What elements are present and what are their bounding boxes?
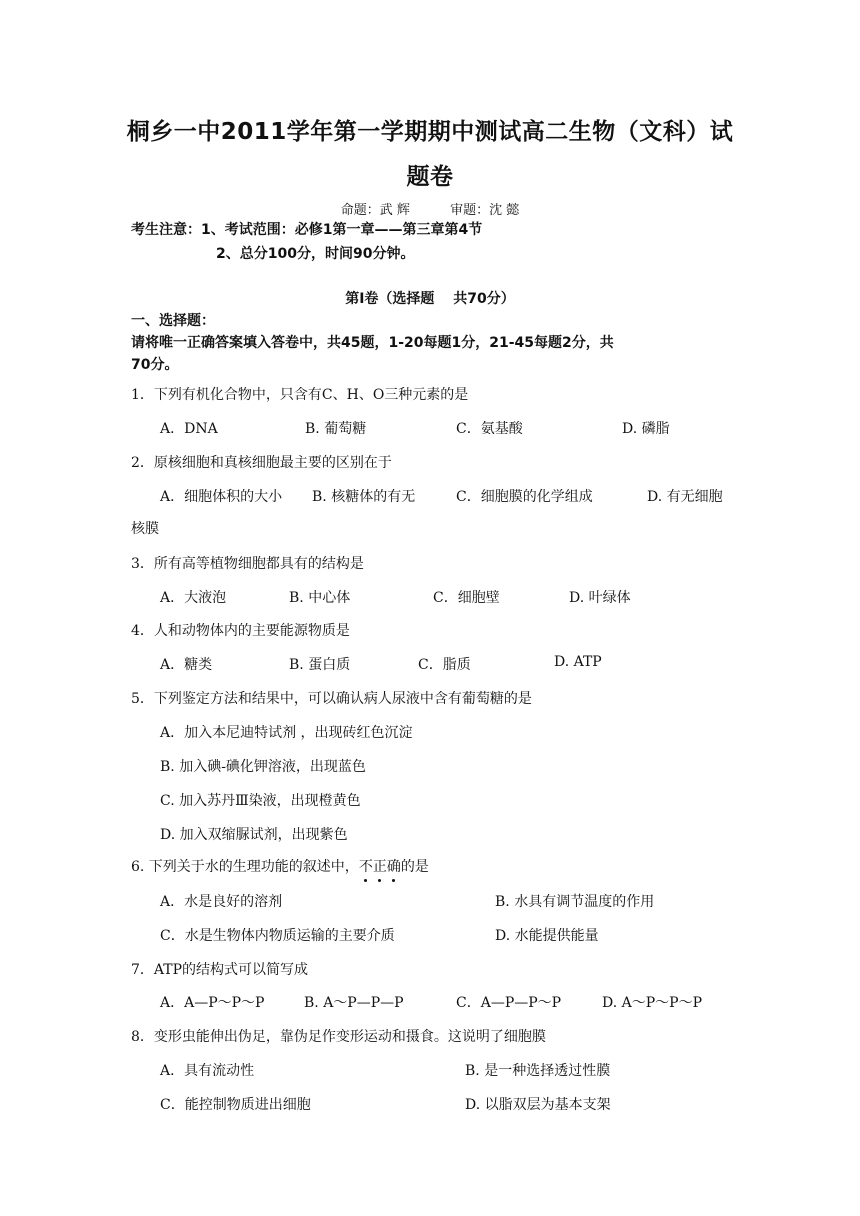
question-2-option-d: D. 有无细胞: [647, 489, 723, 505]
question-4-option-a: A．糖类: [160, 657, 213, 673]
question-1-option-a: A．DNA: [160, 421, 218, 437]
question-7-option-c: C．A—P—P～P: [456, 995, 562, 1011]
question-1-option-c: C．氨基酸: [456, 421, 523, 437]
question-4-stem: 4．人和动物体内的主要能源物质是: [131, 623, 350, 639]
question-8-option-c: C．能控制物质进出细胞: [160, 1097, 311, 1113]
question-2-stem: 2．原核细胞和真核细胞最主要的区别在于: [131, 455, 392, 471]
question-7-option-b: B. A～P—P—P: [304, 995, 404, 1011]
question-5-option-d: D. 加入双缩脲试剂，出现紫色: [160, 827, 348, 843]
question-3-stem: 3．所有高等植物细胞都具有的结构是: [131, 556, 364, 572]
question-4-option-d: D. ATP: [554, 654, 602, 670]
question-3-option-c: C．细胞壁: [433, 590, 500, 606]
question-3-option-d: D. 叶绿体: [569, 590, 631, 606]
question-7-stem: 7．ATP的结构式可以简写成: [131, 962, 309, 978]
reviewer: 审题：沈 懿: [450, 203, 520, 218]
question-6-stem-before: 6. 下列关于水的生理功能的叙述中，: [131, 859, 359, 875]
emphasis-char: 确: [387, 856, 401, 876]
question-5-option-a: A．加入本尼迪特试剂 ，出现砖红色沉淀: [160, 725, 413, 741]
question-6-emphasis: [359, 859, 401, 875]
question-8-option-a: A．具有流动性: [160, 1063, 255, 1079]
question-1-option-b: B. 葡萄糖: [305, 421, 367, 437]
question-6-option-a: A．水是良好的溶剂: [160, 894, 283, 910]
question-8-option-b: B. 是一种选择透过性膜: [465, 1063, 611, 1079]
exam-title-line1: 桐乡一中2011学年第一学期期中测试高二生物（文科）试: [126, 119, 734, 145]
question-4-option-c: C．脂质: [418, 657, 471, 673]
exam-title-line2: 题卷: [406, 164, 454, 190]
question-2-option-a: A．细胞体积的大小: [160, 489, 283, 505]
emphasis-char: 正: [373, 856, 387, 876]
question-5-option-b: B. 加入碘-碘化钾溶液，出现蓝色: [160, 759, 366, 775]
question-5-stem: 5．下列鉴定方法和结果中，可以确认病人尿液中含有葡萄糖的是: [131, 691, 532, 707]
question-6-option-d: D. 水能提供能量: [495, 928, 599, 944]
notice-line1: 考生注意：1、考试范围：必修1第一章——第三章第4节: [131, 222, 483, 238]
emphasis-char: 不: [359, 856, 373, 876]
question-7-option-d: D. A～P～P～P: [602, 995, 702, 1011]
question-8-option-d: D. 以脂双层为基本支架: [465, 1097, 611, 1113]
notice-line2: 2、总分100分，时间90分钟。: [216, 246, 415, 262]
question-6-option-c: C．水是生物体内物质运输的主要介质: [160, 928, 395, 944]
author: 命题：武 辉: [340, 203, 410, 218]
question-6-stem-after: 的是: [400, 859, 429, 875]
question-1-stem: 1．下列有机化合物中，只含有C、H、O三种元素的是: [131, 387, 469, 403]
question-6-option-b: B. 水具有调节温度的作用: [495, 894, 655, 910]
question-8-stem: 8．变形虫能伸出伪足，靠伪足作变形运动和摄食。这说明了细胞膜: [131, 1029, 546, 1045]
section-heading: 第Ⅰ卷（选择题 共70分）: [345, 291, 515, 307]
question-3-option-a: A．大液泡: [160, 590, 227, 606]
part-heading: 一、选择题：: [131, 313, 215, 329]
question-4-option-b: B. 蛋白质: [289, 657, 351, 673]
question-2-option-c: C．细胞膜的化学组成: [456, 489, 593, 505]
question-2-continuation: 核膜: [131, 521, 159, 537]
credits: [0, 199, 860, 218]
instruction-line2: 70分。: [131, 357, 179, 373]
question-5-option-c: C. 加入苏丹Ⅲ染液，出现橙黄色: [160, 793, 361, 809]
question-3-option-b: B. 中心体: [289, 590, 351, 606]
question-2-option-b: B. 核糖体的有无: [312, 489, 416, 505]
question-7-option-a: A．A—P～P～P: [160, 995, 265, 1011]
question-1-option-d: D. 磷脂: [622, 421, 670, 437]
instruction-line1: 请将唯一正确答案填入答卷中，共45题，1-20每题1分，21-45每题2分，共: [131, 335, 614, 351]
question-6-stem: [131, 856, 429, 876]
